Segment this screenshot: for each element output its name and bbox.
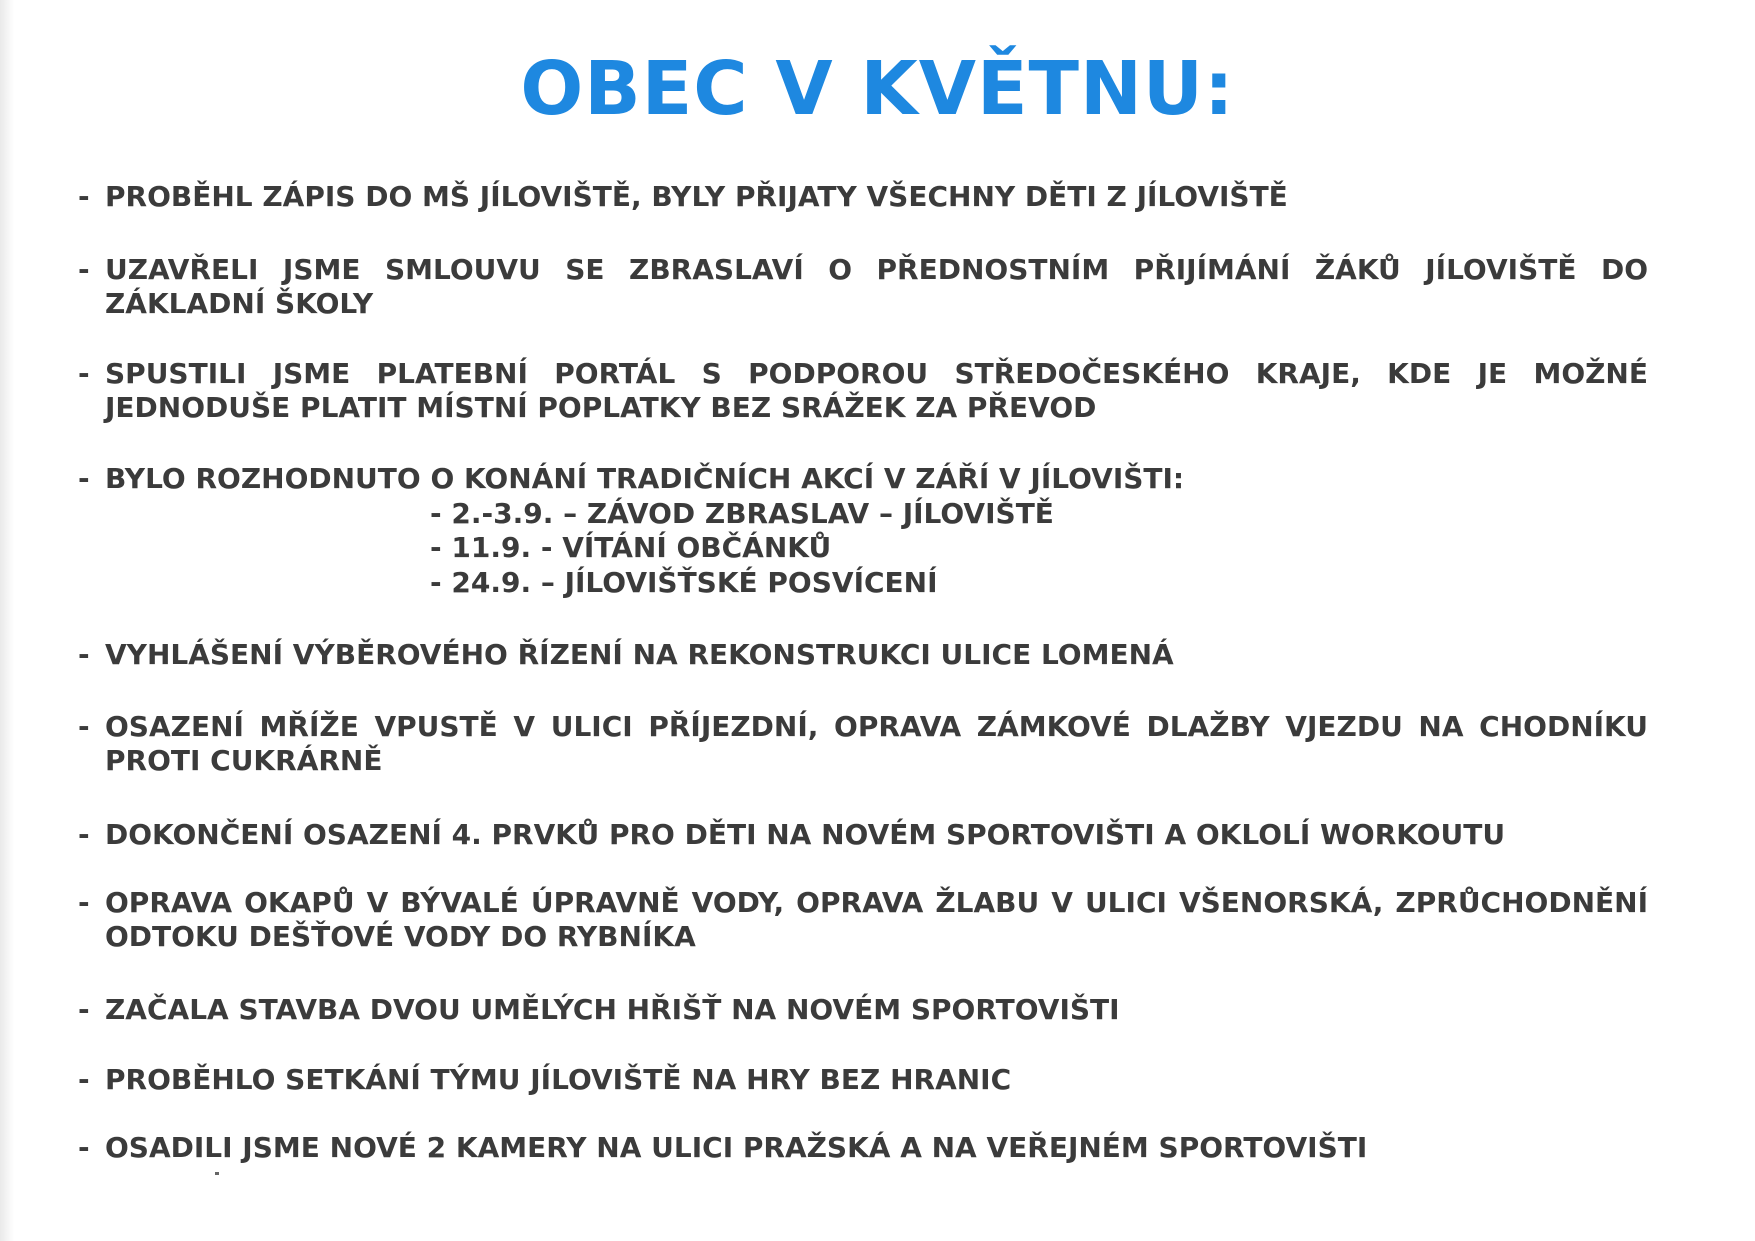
list-item xyxy=(78,993,1648,1027)
list-item-text: UZAVŘELI JSME SMLOUVU SE ZBRASLAVÍ O PŘEDNOSTNÍM PŘIJÍMÁNÍ ŽÁKŮ JÍLOVIŠTĚ DO ZÁKLADNÍ ŠKOLY xyxy=(105,253,1648,320)
list-dash: - xyxy=(78,180,90,213)
list-dash: - xyxy=(78,993,90,1026)
scan-speck xyxy=(215,1172,219,1175)
list-dash: - xyxy=(78,710,90,743)
event-item: - 11.9. - VÍTÁNÍ OBČÁNKŮ xyxy=(430,531,832,564)
event-item: - 24.9. – JÍLOVIŠŤSKÉ POSVÍCENÍ xyxy=(430,566,938,599)
list-item-text: VYHLÁŠENÍ VÝBĚROVÉHO ŘÍZENÍ NA REKONSTRUKCI ULICE LOMENÁ xyxy=(105,638,1174,671)
list-item-text: DOKONČENÍ OSAZENÍ 4. PRVKŮ PRO DĚTI NA NOVÉM SPORTOVIŠTI A OKLOLÍ WORKOUTU xyxy=(105,818,1506,851)
list-item xyxy=(78,638,1648,672)
scan-edge-shadow xyxy=(0,0,14,1241)
list-item-text: PROBĚHL ZÁPIS DO MŠ JÍLOVIŠTĚ, BYLY PŘIJATY VŠECHNY DĚTI Z JÍLOVIŠTĚ xyxy=(105,180,1288,213)
list-item-text: OPRAVA OKAPŮ V BÝVALÉ ÚPRAVNĚ VODY, OPRAVA ŽLABU V ULICI VŠENORSKÁ, ZPRŮCHODNĚNÍ ODTOKU DEŠŤOVÉ VODY DO RYBNÍKA xyxy=(105,886,1648,953)
page-title: OBEC V KVĚTNU: xyxy=(520,46,1235,132)
list-item xyxy=(78,253,1648,321)
list-item-text: SPUSTILI JSME PLATEBNÍ PORTÁL S PODPOROU STŘEDOČESKÉHO KRAJE, KDE JE MOŽNÉ JEDNODUŠE PLATIT MÍSTNÍ POPLATKY BEZ SRÁŽEK ZA PŘEVOD xyxy=(105,357,1648,424)
list-dash: - xyxy=(78,253,90,286)
event-item: - 2.-3.9. – ZÁVOD ZBRASLAV – JÍLOVIŠTĚ xyxy=(430,497,1054,530)
list-dash: - xyxy=(78,1063,90,1096)
list-dash: - xyxy=(78,886,90,919)
list-item xyxy=(78,357,1648,425)
list-item-text: BYLO ROZHODNUTO O KONÁNÍ TRADIČNÍCH AKCÍ V ZÁŘÍ V JÍLOVIŠTI: xyxy=(105,462,1185,495)
list-item xyxy=(78,462,1648,496)
list-item-text: OSAZENÍ MŘÍŽE VPUSTĚ V ULICI PŘÍJEZDNÍ, OPRAVA ZÁMKOVÉ DLAŽBY VJEZDU NA CHODNÍKU PROTI CUKRÁRNĚ xyxy=(105,710,1648,777)
list-item xyxy=(78,180,1648,214)
list-item-text: PROBĚHLO SETKÁNÍ TÝMU JÍLOVIŠTĚ NA HRY BEZ HRANIC xyxy=(105,1063,1012,1096)
list-item xyxy=(78,710,1648,778)
list-item xyxy=(78,886,1648,954)
list-item-text: OSADILI JSME NOVÉ 2 KAMERY NA ULICI PRAŽSKÁ A NA VEŘEJNÉM SPORTOVIŠTI xyxy=(105,1131,1368,1164)
list-dash: - xyxy=(78,357,90,390)
list-item xyxy=(78,818,1648,852)
list-item-text: ZAČALA STAVBA DVOU UMĚLÝCH HŘIŠŤ NA NOVÉM SPORTOVIŠTI xyxy=(105,993,1120,1026)
list-item xyxy=(78,1063,1648,1097)
list-dash: - xyxy=(78,818,90,851)
list-dash: - xyxy=(78,462,90,495)
list-dash: - xyxy=(78,638,90,671)
list-item xyxy=(78,1131,1648,1165)
list-dash: - xyxy=(78,1131,90,1164)
